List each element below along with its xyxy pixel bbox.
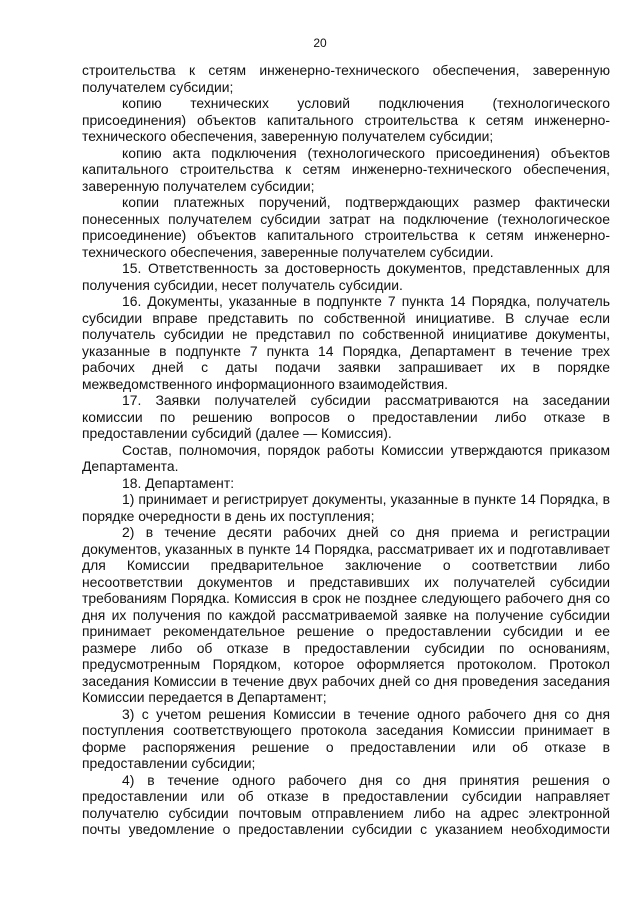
paragraph: копии платежных поручений, подтверждающих размер фактически понесенных получателем субсидии затрат на подключение (технологическое присоединение) объектов капитального строительства к сетям инженерно-технического обеспечения, заверенные получателем субсидии.	[82, 194, 610, 260]
paragraph: Состав, полномочия, порядок работы Комиссии утверждаются приказом Департамента.	[82, 441, 610, 474]
paragraph: копию акта подключения (технологического присоединения) объектов капитального строительства к сетям инженерно-технического обеспечения, заверенную получателем субсидии;	[82, 144, 610, 194]
document-body	[82, 62, 610, 838]
paragraph: 17. Заявки получателей субсидии рассматриваются на заседании комиссии по решению вопросов о предоставлении либо отказе в предоставлении субсидий (далее — Комиссия).	[82, 392, 610, 441]
paragraph: 2) в течение десяти рабочих дней со дня приема и регистрации документов, указанных в пункте 14 Порядка, рассматривает их и подготавливает для Комиссии предварительное заключение о соответствии либо несоответствии документов и представивших их получателей субсидии требованиям Порядка. Комиссия в срок не позднее следующего рабочего дня со дня их получения по каждой рассматриваемой заявке на получение субсидии принимает рекомендательное решение о предоставлении субсидии и ее размере либо об отказе в предоставлении субсидии по основаниям, предусмотренным Порядком, которое оформляется протоколом. Протокол заседания Комиссии в течение двух рабочих дней со дня проведения заседания Комиссии передается в Департамент;	[82, 524, 610, 705]
paragraph: 16. Документы, указанные в подпункте 7 пункта 14 Порядка, получатель субсидии вправе представить по собственной инициативе. В случае если получатель субсидии не представил по собственной инициативе документы, указанные в подпункте 7 пункта 14 Порядка, Департамент в течение трех рабочих дней с даты подачи заявки запрашивает их в порядке межведомственного информационного взаимодействия.	[82, 293, 610, 392]
paragraph: 3) с учетом решения Комиссии в течение одного рабочего дня со дня поступления соответствующего протокола заседания Комиссии принимает в форме распоряжения решение о предоставлении или об отказе в предоставлении субсидии;	[82, 705, 610, 771]
paragraph: копию технических условий подключения (технологического присоединения) объектов капитального строительства к сетям инженерно-технического обеспечения, заверенную получателем субсидии;	[82, 95, 610, 144]
paragraph: 1) принимает и регистрирует документы, указанные в пункте 14 Порядка, в порядке очередности в день их поступления;	[82, 491, 610, 524]
paragraph: 4) в течение одного рабочего дня со дня принятия решения о предоставлении или об отказе в предоставлении субсидии направляет получателю субсидии почтовым отправлением либо на адрес электронной почты уведомление о предоставлении субсидии с указанием необходимости	[82, 771, 610, 837]
page-number: 20	[313, 36, 327, 50]
paragraph: строительства к сетям инженерно-технического обеспечения, заверенную получателем субсидии;	[82, 62, 610, 95]
paragraph: 18. Департамент:	[122, 474, 235, 491]
paragraph: 15. Ответственность за достоверность документов, представленных для получения субсидии, несет получатель субсидии.	[82, 260, 610, 293]
